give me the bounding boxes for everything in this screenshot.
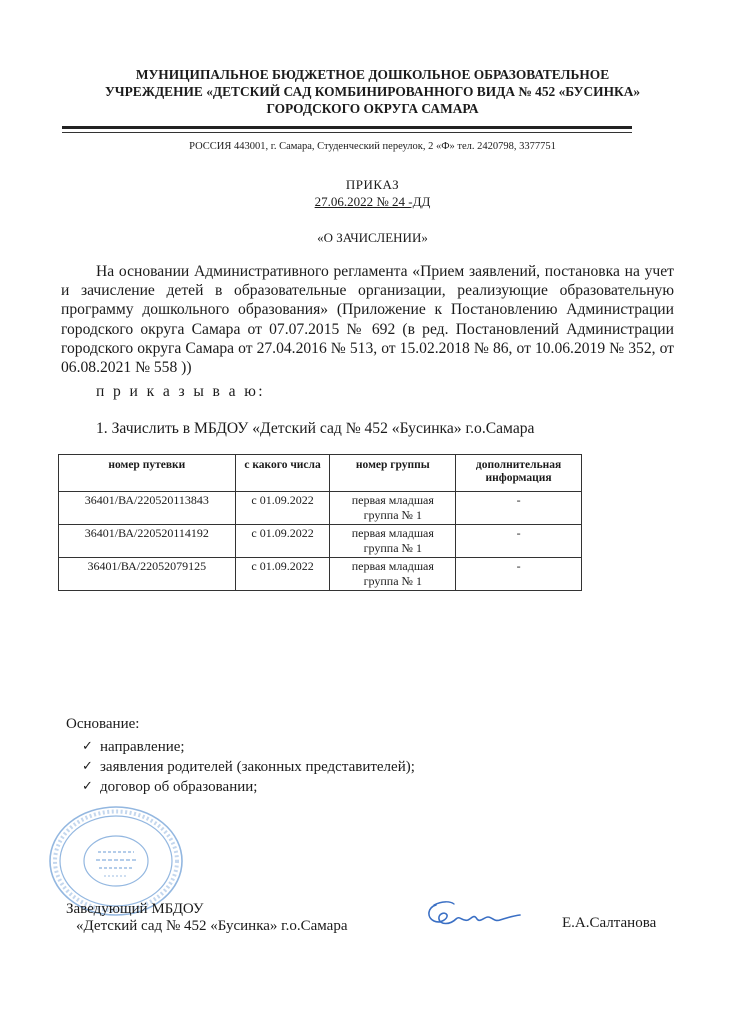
info-cell: - — [456, 525, 582, 558]
list-item — [82, 757, 415, 777]
group-cell: первая младшая группа № 1 — [330, 558, 456, 591]
header-voucher-number: номер путевки — [59, 455, 236, 492]
group-cell: первая младшая группа № 1 — [330, 492, 456, 525]
voucher-cell: 36401/ВА/22052079125 — [59, 558, 236, 591]
decree-word: п р и к а з ы в а ю: — [96, 383, 265, 400]
org-line-1: МУНИЦИПАЛЬНОЕ БЮДЖЕТНОЕ ДОШКОЛЬНОЕ ОБРАЗОВАТЕЛЬНОЕ — [135, 67, 610, 82]
order-subject: «О ЗАЧИСЛЕНИИ» — [317, 230, 428, 245]
checkmark-icon: ✓ — [82, 759, 93, 774]
enrollment-item: 1. Зачислить в МБДОУ «Детский сад № 452 «Бусинка» г.о.Самара — [96, 420, 535, 437]
legal-basis-paragraph: На основании Административного регламента «Прием заявлений, постановка на учет и зачисление детей в образовательные организации, реализующие образовательную программу дошкольного образования» (Приложение к Постановлению Администрации городского округа Самара от 07.07.2015 № 692 (в ред. Постановлений Администрации городского округа Самара от 27.04.2016 № 513, от 15.02.2018 № 86, от 10.06.2019 № 352, от 06.08.2021 № 558 )) — [61, 263, 674, 377]
info-cell: - — [456, 558, 582, 591]
organization-name — [40, 66, 705, 117]
basis-item-label: заявления родителей (законных представителей); — [100, 759, 415, 775]
date-cell: с 01.09.2022 — [235, 525, 330, 558]
checkmark-icon: ✓ — [82, 739, 93, 754]
basis-list — [82, 737, 415, 797]
group-cell: первая младшая группа № 1 — [330, 525, 456, 558]
enrollment-table — [58, 454, 582, 591]
header-rule-thin — [62, 132, 632, 133]
voucher-cell: 36401/ВА/220520113843 — [59, 492, 236, 525]
table-row — [59, 492, 582, 525]
table-header-row — [59, 455, 582, 492]
basis-item-label: договор об образовании; — [100, 779, 258, 795]
date-cell: с 01.09.2022 — [235, 492, 330, 525]
header-additional-info: дополнительная информация — [456, 455, 582, 492]
header-group-number: номер группы — [330, 455, 456, 492]
voucher-cell: 36401/ВА/220520114192 — [59, 525, 236, 558]
basis-item-label: направление; — [100, 739, 185, 755]
org-line-2: УЧРЕЖДЕНИЕ «ДЕТСКИЙ САД КОМБИНИРОВАННОГО ВИДА № 452 «БУСИНКА» — [104, 84, 641, 99]
order-date-number — [40, 194, 705, 210]
handwritten-signature-icon — [420, 895, 530, 935]
org-line-3: ГОРОДСКОГО ОКРУГА САМАРА — [266, 101, 479, 116]
order-title: ПРИКАЗ — [345, 177, 400, 192]
list-item — [82, 777, 415, 797]
header-rule-thick — [62, 126, 632, 129]
info-cell: - — [456, 492, 582, 525]
header-start-date: с какого числа — [235, 455, 330, 492]
table-row — [59, 525, 582, 558]
list-item — [82, 737, 415, 757]
head-position: Заведующий МБДОУ — [66, 901, 204, 917]
checkmark-icon: ✓ — [82, 779, 93, 794]
order-date-number-text: 27.06.2022 № 24 -ДД — [314, 194, 431, 209]
basis-title: Основание: — [66, 716, 140, 732]
organization-address: РОССИЯ 443001, г. Самара, Студенческий переулок, 2 «Ф» тел. 2420798, 3377751 — [189, 141, 556, 152]
table-row — [59, 558, 582, 591]
head-organization: «Детский сад № 452 «Бусинка» г.о.Самара — [76, 918, 348, 934]
date-cell: с 01.09.2022 — [235, 558, 330, 591]
head-name: Е.А.Салтанова — [562, 915, 657, 931]
